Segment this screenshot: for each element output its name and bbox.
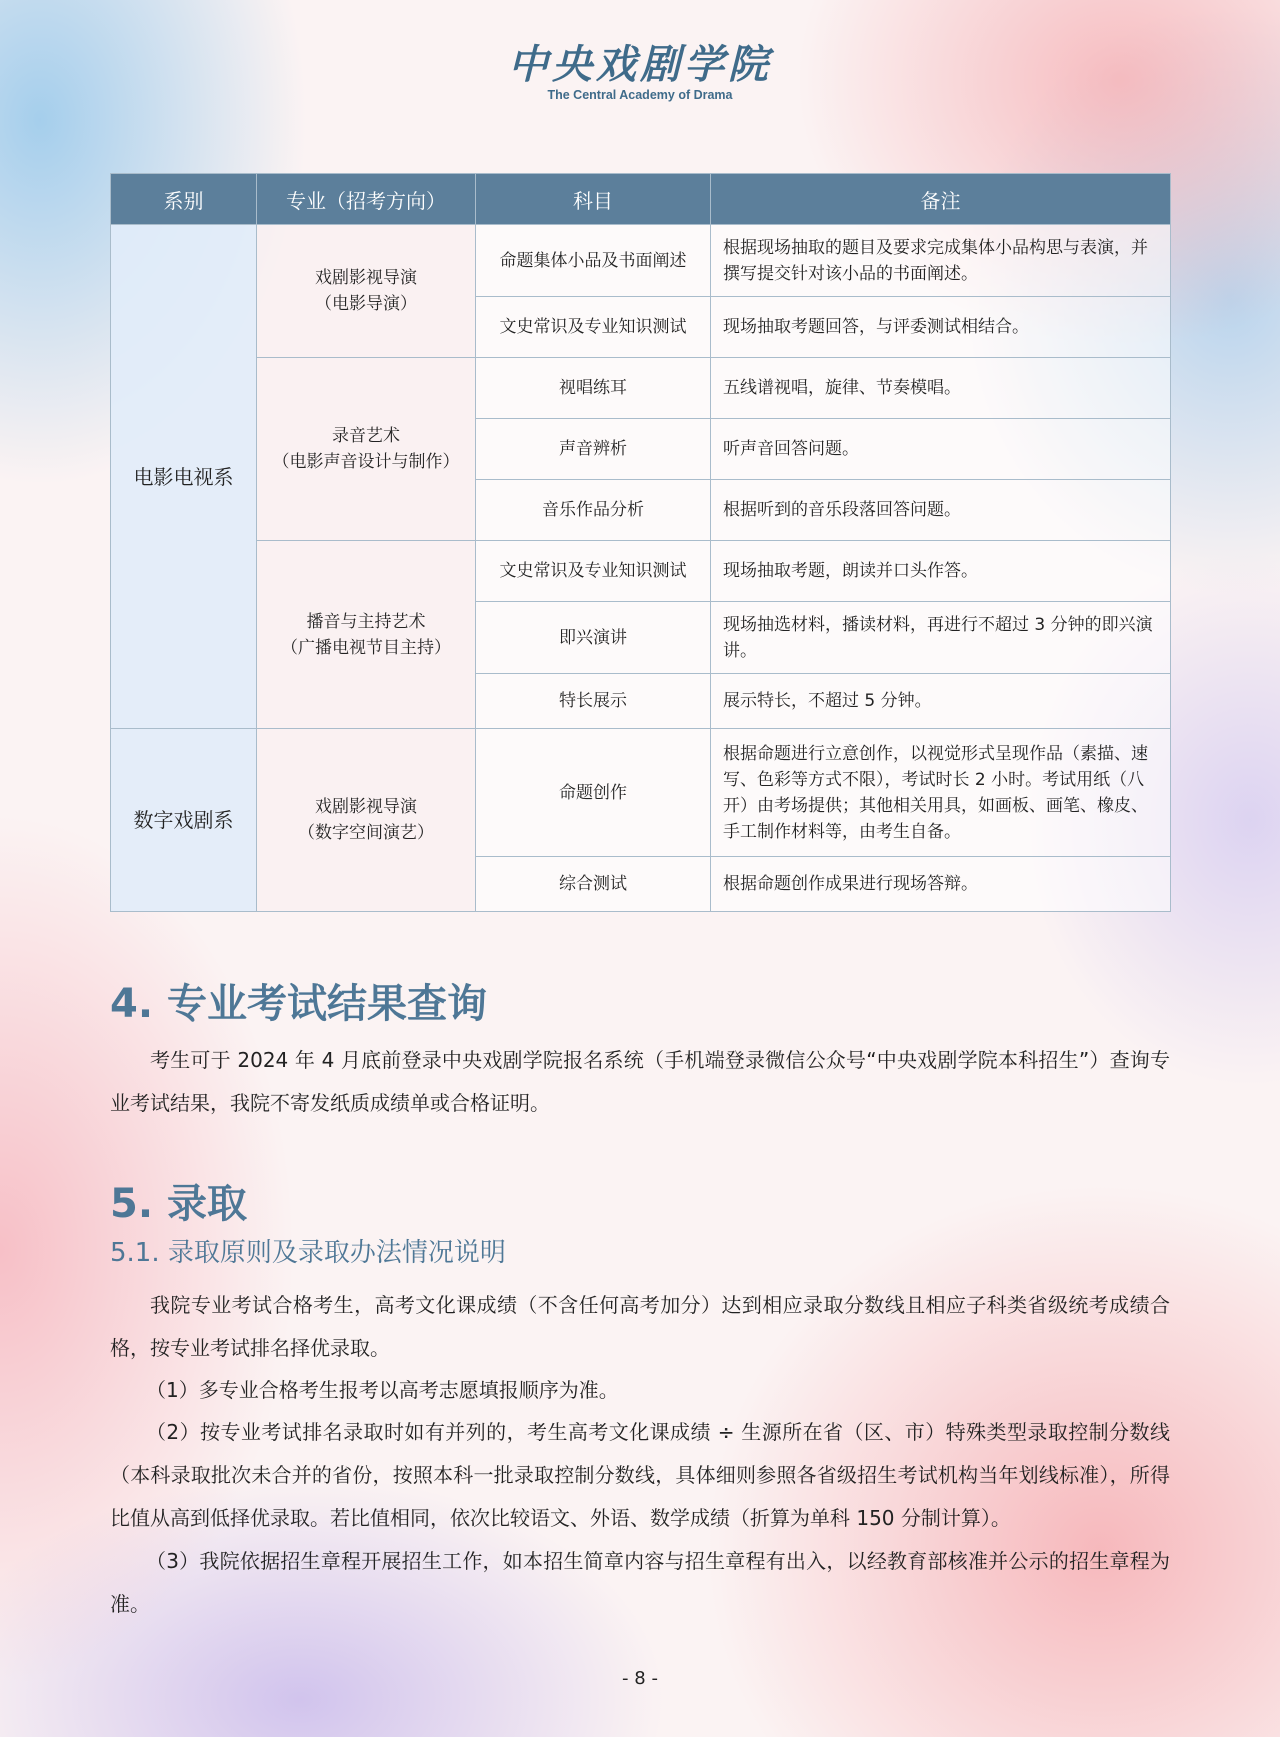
note-cell: 根据命题进行立意创作，以视觉形式呈现作品（素描、速写、色彩等方式不限），考试时长 2 小时。考试用纸（八开）由考场提供；其他相关用具，如画板、画笔、橡皮、手工制作材料等，由考生自备。 — [711, 729, 1171, 857]
admission-paragraph: 我院专业考试合格考生，高考文化课成绩（不含任何高考加分）达到相应录取分数线且相应子科类省级统考成绩合格，按专业考试排名择优录取。 — [110, 1293, 1170, 1360]
section-4-title: 4. 专业考试结果查询 — [110, 981, 487, 1027]
admission-rule-2: （2）按专业考试排名录取时如有并列的，考生高考文化课成绩 ÷ 生源所在省（区、市）特殊类型录取控制分数线（本科录取批次未合并的省份，按照本科一批录取控制分数线，具体细则参照各省级招生考试机构当年划线标准），所得比值从高到低择优录取。若比值相同，依次比较语文、外语、数学成绩（折算为单科 150 分制计算）。 — [110, 1420, 1170, 1530]
exam-subjects-table — [110, 173, 1171, 912]
note-cell: 根据命题创作成果进行现场答辩。 — [711, 857, 1171, 912]
header-major: 专业（招考方向） — [257, 174, 476, 225]
subject-cell: 文史常识及专业知识测试 — [476, 541, 711, 602]
section-5-1-subtitle: 5.1. 录取原则及录取办法情况说明 — [110, 1238, 506, 1268]
major-direction: （数字空间演艺） — [298, 823, 434, 843]
major-cell — [257, 358, 476, 541]
major-cell — [257, 541, 476, 729]
note-cell: 现场抽选材料，播读材料，再进行不超过 3 分钟的即兴演讲。 — [711, 602, 1171, 674]
admission-rule-3: （3）我院依据招生章程开展招生工作，如本招生简章内容与招生章程有出入，以经教育部核准并公示的招生章程为准。 — [110, 1549, 1170, 1616]
header-dept: 系别 — [111, 174, 257, 225]
table-row — [111, 729, 1171, 857]
major-name: 播音与主持艺术 — [306, 611, 426, 632]
major-cell — [257, 729, 476, 912]
subject-cell: 命题创作 — [476, 729, 711, 857]
major-direction: （电影声音设计与制作） — [272, 452, 460, 472]
dept-cell: 电影电视系 — [111, 225, 257, 729]
page-number: - 8 - — [622, 1668, 658, 1689]
logo-english: The Central Academy of Drama — [547, 88, 733, 102]
subject-cell: 即兴演讲 — [476, 602, 711, 674]
section-4-paragraph: 考生可于 2024 年 4 月底前登录中央戏剧学院报名系统（手机端登录微信公众号“中央戏剧学院本科招生”）查询专业考试结果，我院不寄发纸质成绩单或合格证明。 — [110, 1048, 1170, 1115]
note-cell: 现场抽取考题回答，与评委测试相结合。 — [711, 297, 1171, 358]
subject-cell: 视唱练耳 — [476, 358, 711, 419]
major-name: 戏剧影视导演 — [315, 797, 417, 817]
note-cell: 根据听到的音乐段落回答问题。 — [711, 480, 1171, 541]
note-cell: 听声音回答问题。 — [711, 419, 1171, 480]
table-header-row — [111, 174, 1171, 225]
admission-rule-1: （1）多专业合格考生报考以高考志愿填报顺序为准。 — [146, 1378, 619, 1402]
subject-cell: 综合测试 — [476, 857, 711, 912]
logo — [0, 40, 1280, 102]
header-subject: 科目 — [476, 174, 711, 225]
subject-cell: 文史常识及专业知识测试 — [476, 297, 711, 358]
note-cell: 现场抽取考题，朗读并口头作答。 — [711, 541, 1171, 602]
subject-cell: 声音辨析 — [476, 419, 711, 480]
table-row — [111, 225, 1171, 297]
note-cell: 根据现场抽取的题目及要求完成集体小品构思与表演，并撰写提交针对该小品的书面阐述。 — [711, 225, 1171, 297]
note-cell: 展示特长，不超过 5 分钟。 — [711, 674, 1171, 729]
subject-cell: 特长展示 — [476, 674, 711, 729]
dept-cell: 数字戏剧系 — [111, 729, 257, 912]
major-direction: （电影导演） — [315, 294, 417, 314]
major-cell — [257, 225, 476, 358]
subject-cell: 命题集体小品及书面阐述 — [476, 225, 711, 297]
major-name: 戏剧影视导演 — [315, 268, 417, 288]
section-5-title: 5. 录取 — [110, 1181, 247, 1227]
major-name: 录音艺术 — [332, 426, 400, 446]
header-note: 备注 — [711, 174, 1171, 225]
table-row — [111, 358, 1171, 419]
major-direction: （广播电视节目主持） — [281, 637, 451, 658]
logo-chinese: 中央戏剧学院 — [508, 41, 772, 88]
table-row — [111, 541, 1171, 602]
note-cell: 五线谱视唱，旋律、节奏模唱。 — [711, 358, 1171, 419]
subject-cell: 音乐作品分析 — [476, 480, 711, 541]
